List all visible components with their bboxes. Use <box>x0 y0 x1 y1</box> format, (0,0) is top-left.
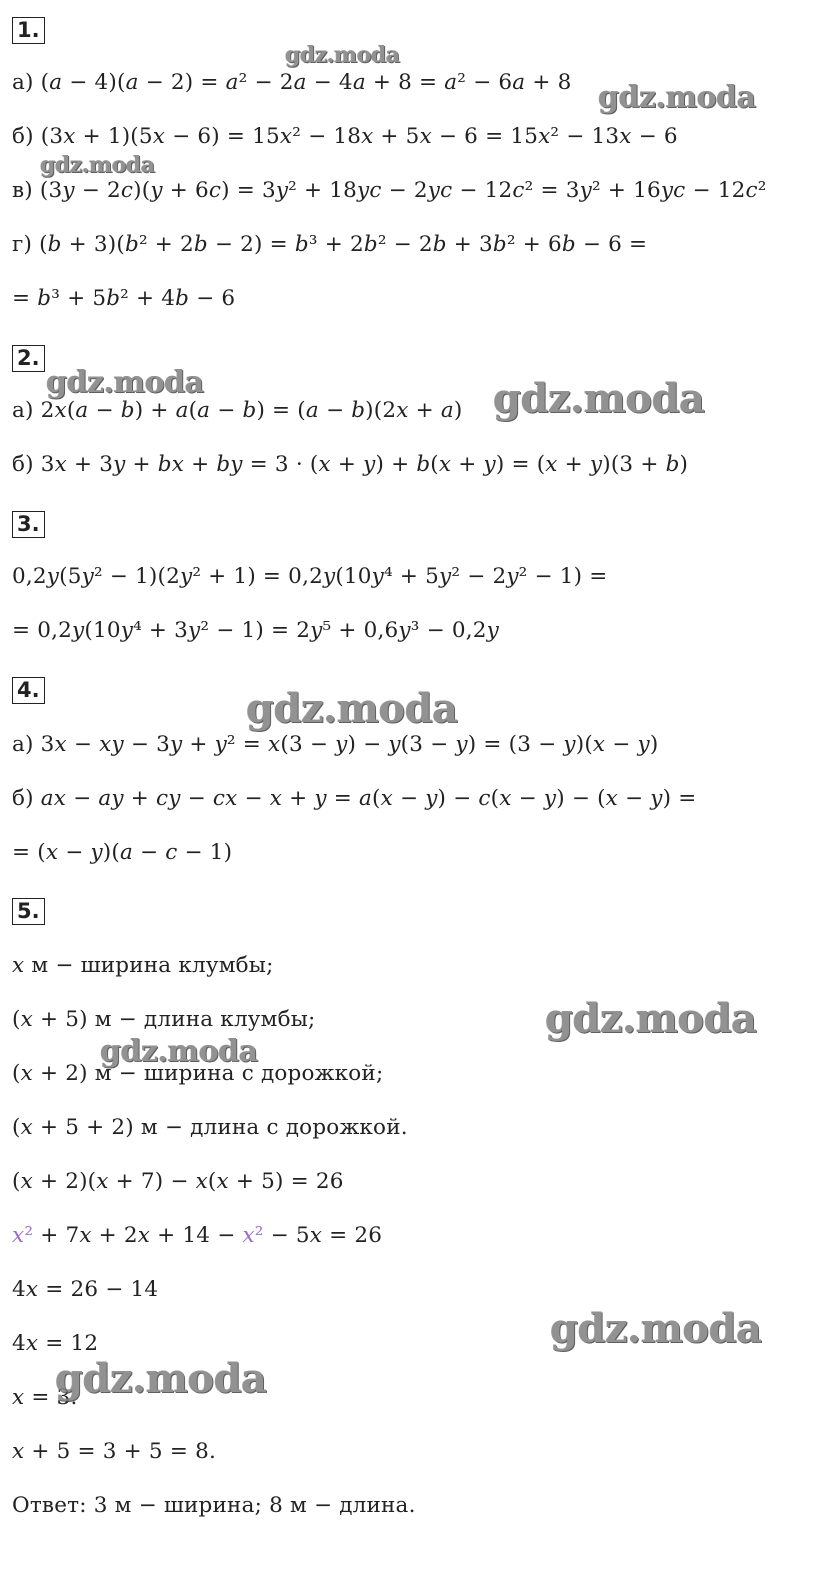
task-5-line-width-path: (𝑥 + 2) м − ширина с дорожкой; <box>12 1061 384 1086</box>
task-2-line-b: б) 3𝑥 + 3𝑦 + 𝑏𝑥 + 𝑏𝑦 = 3 · (𝑥 + 𝑦) + 𝑏(𝑥 + 𝑦) = (𝑥 + 𝑦)(3 + 𝑏) <box>12 452 689 477</box>
task-1-line-b: б) (3𝑥 + 1)(5𝑥 − 6) = 15𝑥² − 18𝑥 + 5𝑥 − 6 = 15𝑥² − 13𝑥 − 6 <box>12 124 678 149</box>
watermark: gdz.moda <box>46 365 204 400</box>
task-5-step-2: 4𝑥 = 12 <box>12 1331 99 1356</box>
watermark: gdz.moda <box>55 1355 267 1402</box>
task-5-line-width: 𝑥 м − ширина клумбы; <box>12 953 274 978</box>
watermark: gdz.moda <box>550 1305 762 1352</box>
task-number-1: 1. <box>12 17 45 44</box>
task-1-line-a: а) (𝑎 − 4)(𝑎 − 2) = 𝑎² − 2𝑎 − 4𝑎 + 8 = 𝑎² − 6𝑎 + 8 <box>12 70 572 95</box>
highlighted-x-squared-1: 𝑥² <box>12 1223 34 1248</box>
expanded-middle: + 7𝑥 + 2𝑥 + 14 − <box>33 1223 243 1248</box>
task-number-2: 2. <box>12 345 45 372</box>
task-5-solution-length: 𝑥 + 5 = 3 + 5 = 8. <box>12 1439 217 1464</box>
task-3-line-2: = 0,2𝑦(10𝑦⁴ + 3𝑦² − 1) = 2𝑦⁵ + 0,6𝑦³ − 0,2𝑦 <box>12 618 499 643</box>
task-5-line-length: (𝑥 + 5) м − длина клумбы; <box>12 1007 316 1032</box>
task-4-line-b-cont: = (𝑥 − 𝑦)(𝑎 − 𝑐 − 1) <box>12 840 233 865</box>
expanded-end: − 5𝑥 = 26 <box>263 1223 383 1248</box>
task-5-solution-x: 𝑥 = 3. <box>12 1385 78 1410</box>
watermark: gdz.moda <box>246 685 458 732</box>
task-1-line-g-cont: = 𝑏³ + 5𝑏² + 4𝑏 − 6 <box>12 286 236 311</box>
watermark: gdz.moda <box>493 375 705 422</box>
task-5-expanded-equation <box>12 1223 382 1248</box>
highlighted-x-squared-2: 𝑥² <box>242 1223 264 1248</box>
watermark: gdz.moda <box>545 995 757 1042</box>
task-1-line-g: г) (𝑏 + 3)(𝑏² + 2𝑏 − 2) = 𝑏³ + 2𝑏² − 2𝑏 + 3𝑏² + 6𝑏 − 6 = <box>12 232 648 257</box>
watermark: gdz.moda <box>40 152 155 178</box>
task-1-line-v: в) (3𝑦 − 2𝑐)(𝑦 + 6𝑐) = 3𝑦² + 18𝑦𝑐 − 2𝑦𝑐 − 12𝑐² = 3𝑦² + 16𝑦𝑐 − 12𝑐² <box>12 178 767 203</box>
task-2-line-a: а) 2𝑥(𝑎 − 𝑏) + 𝑎(𝑎 − 𝑏) = (𝑎 − 𝑏)(2𝑥 + 𝑎) <box>12 398 463 423</box>
task-4-line-b: б) 𝑎𝑥 − 𝑎𝑦 + 𝑐𝑦 − 𝑐𝑥 − 𝑥 + 𝑦 = 𝑎(𝑥 − 𝑦) − 𝑐(𝑥 − 𝑦) − (𝑥 − 𝑦) = <box>12 786 697 811</box>
task-number-3: 3. <box>12 511 45 538</box>
watermark: gdz.moda <box>598 80 756 115</box>
watermark: gdz.moda <box>100 1034 258 1069</box>
task-5-answer: Ответ: 3 м − ширина; 8 м − длина. <box>12 1493 416 1518</box>
task-3-line-1: 0,2𝑦(5𝑦² − 1)(2𝑦² + 1) = 0,2𝑦(10𝑦⁴ + 5𝑦² − 2𝑦² − 1) = <box>12 564 608 589</box>
task-number-5: 5. <box>12 898 45 925</box>
task-5-equation: (𝑥 + 2)(𝑥 + 7) − 𝑥(𝑥 + 5) = 26 <box>12 1169 344 1194</box>
task-5-step-1: 4𝑥 = 26 − 14 <box>12 1277 159 1302</box>
task-5-line-length-path: (𝑥 + 5 + 2) м − длина с дорожкой. <box>12 1115 408 1140</box>
watermark: gdz.moda <box>285 42 400 68</box>
task-number-4: 4. <box>12 677 45 704</box>
task-4-line-a: а) 3𝑥 − 𝑥𝑦 − 3𝑦 + 𝑦² = 𝑥(3 − 𝑦) − 𝑦(3 − 𝑦) = (3 − 𝑦)(𝑥 − 𝑦) <box>12 732 659 757</box>
